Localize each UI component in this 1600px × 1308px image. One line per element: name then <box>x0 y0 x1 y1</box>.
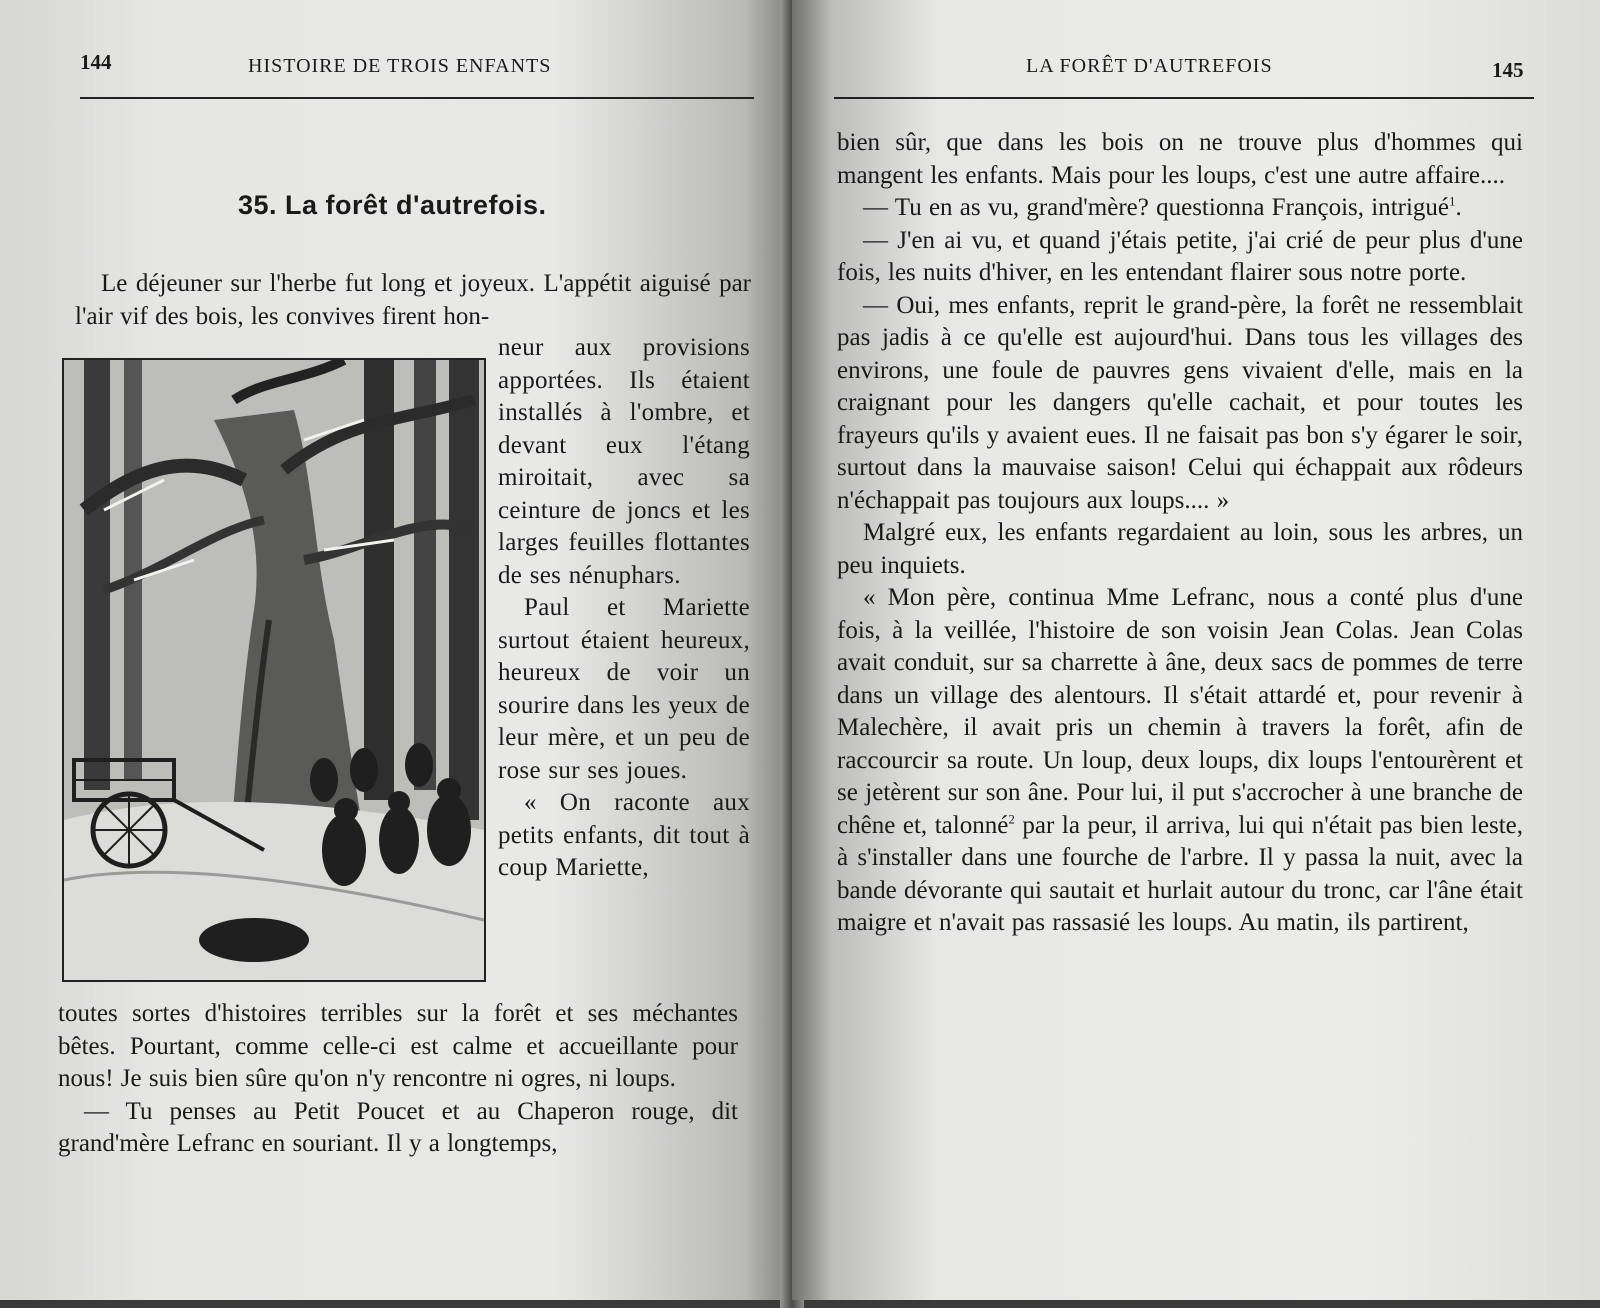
footnote-mark-2: 2 <box>1008 811 1015 827</box>
footnote-mark-1: 1 <box>1449 193 1456 209</box>
paragraph-francois-text: — Tu en as vu, grand'mère? questionna François, intrigué <box>863 194 1450 221</box>
running-head-left: HISTOIRE DE TROIS ENFANTS <box>248 55 552 77</box>
header-rule-right <box>834 97 1534 99</box>
paragraph-malgre-eux: Malgré eux, les enfants regardaient au loin, sous les arbres, un peu inquiets. <box>837 519 1523 579</box>
page-number-right: 145 <box>1492 58 1524 82</box>
header-rule-left <box>80 97 754 99</box>
paragraph-bien-sur: bien sûr, que dans les bois on ne trouve plus d'hommes qui mangent les enfants. Mais pour les loups, c'est une autre affaire.... <box>837 129 1523 189</box>
paragraph-jean-colas-end: par la peur, il arriva, lui qui n'était pas bien leste, à s'installer dans une fourche de l'arbre. Il y passa la nuit, avec la bande dévorante qui sautait et hurlait autour du tronc, car l'âne était maigre et n'avait pas rassasié les loups. Au matin, ils partirent, <box>837 811 1523 936</box>
chapter-title: 35. La forêt d'autrefois. <box>238 190 547 220</box>
paragraph-grand-pere: — Oui, mes enfants, reprit le grand-père, la forêt ne ressemblait pas jadis à ce qu'elle est aujourd'hui. Dans tous les villages des environs, une foule de pauvres gens vivaient d'elle, mais en la craignant pour les dangers qu'elle cachait, et pour toutes les frayeurs qu'ils y avaient eues. Il ne faisait pas bon s'y égarer le soir, surtout dans la mauvaise saison! Celui qui échappait aux rôdeurs n'échappait pas toujours aux loups.... » <box>837 291 1523 514</box>
forest-wolves-illustration <box>62 358 486 982</box>
bottom-column-left <box>58 998 738 1161</box>
paragraph-intro: Le déjeuner sur l'herbe fut long et joyeux. L'appétit aiguisé par l'air vif des bois, les convives firent hon- <box>75 270 751 330</box>
paragraph-provisions: neur aux provisions apportées. Ils étaient installés à l'ombre, et devant eux l'étang miroitait, avec sa ceinture de joncs et les larges feuilles flottantes de ses nénuphars. <box>498 334 750 589</box>
paragraph-histoires: toutes sortes d'histoires terribles sur la forêt et ses méchantes bêtes. Pourtant, comme celle-ci est calme et accueillante pour nous! Je suis bien sûre qu'on n'y rencontre ni ogres, ni loups. <box>58 1000 738 1092</box>
paragraph-on-raconte: « On raconte aux petits enfants, dit tout à coup Mariette, <box>498 789 750 881</box>
paragraph-paul-mariette: Paul et Mariette surtout étaient heureux, heureux de voir un sourire dans les yeux de leur mère, et un peu de rose sur ses joues. <box>498 594 750 784</box>
paragraph-jean-colas-text: « Mon père, continua Mme Lefranc, nous a conté plus d'une fois, à la veillée, l'histoire de son voisin Jean Colas. Jean Colas avait conduit, sur sa charrette à âne, deux sacs de pommes de terre dans un village des alentours. Il s'était attardé et, pour revenir à Malechère, il avait pris un chemin à travers la forêt, afin de raccourcir sa route. Un loup, deux loups, dix loups l'entourèrent et se jetèrent sur son âne. Pour lui, il put s'accrocher à une branche de chêne et, talonné <box>837 584 1523 839</box>
paragraph-petit-poucet: — Tu penses au Petit Poucet et au Chaperon rouge, dit grand'mère Lefranc en souriant. Il y a longtemps, <box>58 1097 738 1157</box>
left-page <box>0 0 792 1300</box>
paragraph-francois <box>837 192 1523 225</box>
right-text-column <box>837 127 1523 940</box>
page-number-left: 144 <box>80 50 112 74</box>
running-head-right: LA FORÊT D'AUTREFOIS <box>1026 55 1273 77</box>
side-column <box>498 332 750 885</box>
paragraph-jen-ai-vu: — J'en ai vu, et quand j'étais petite, j'ai crié de peur plus d'une fois, les nuits d'hiver, en les entendant flairer sous notre porte. <box>837 226 1523 286</box>
paragraph-jean-colas <box>837 582 1523 940</box>
right-page <box>792 0 1600 1300</box>
paragraph-francois-end: . <box>1455 194 1462 221</box>
